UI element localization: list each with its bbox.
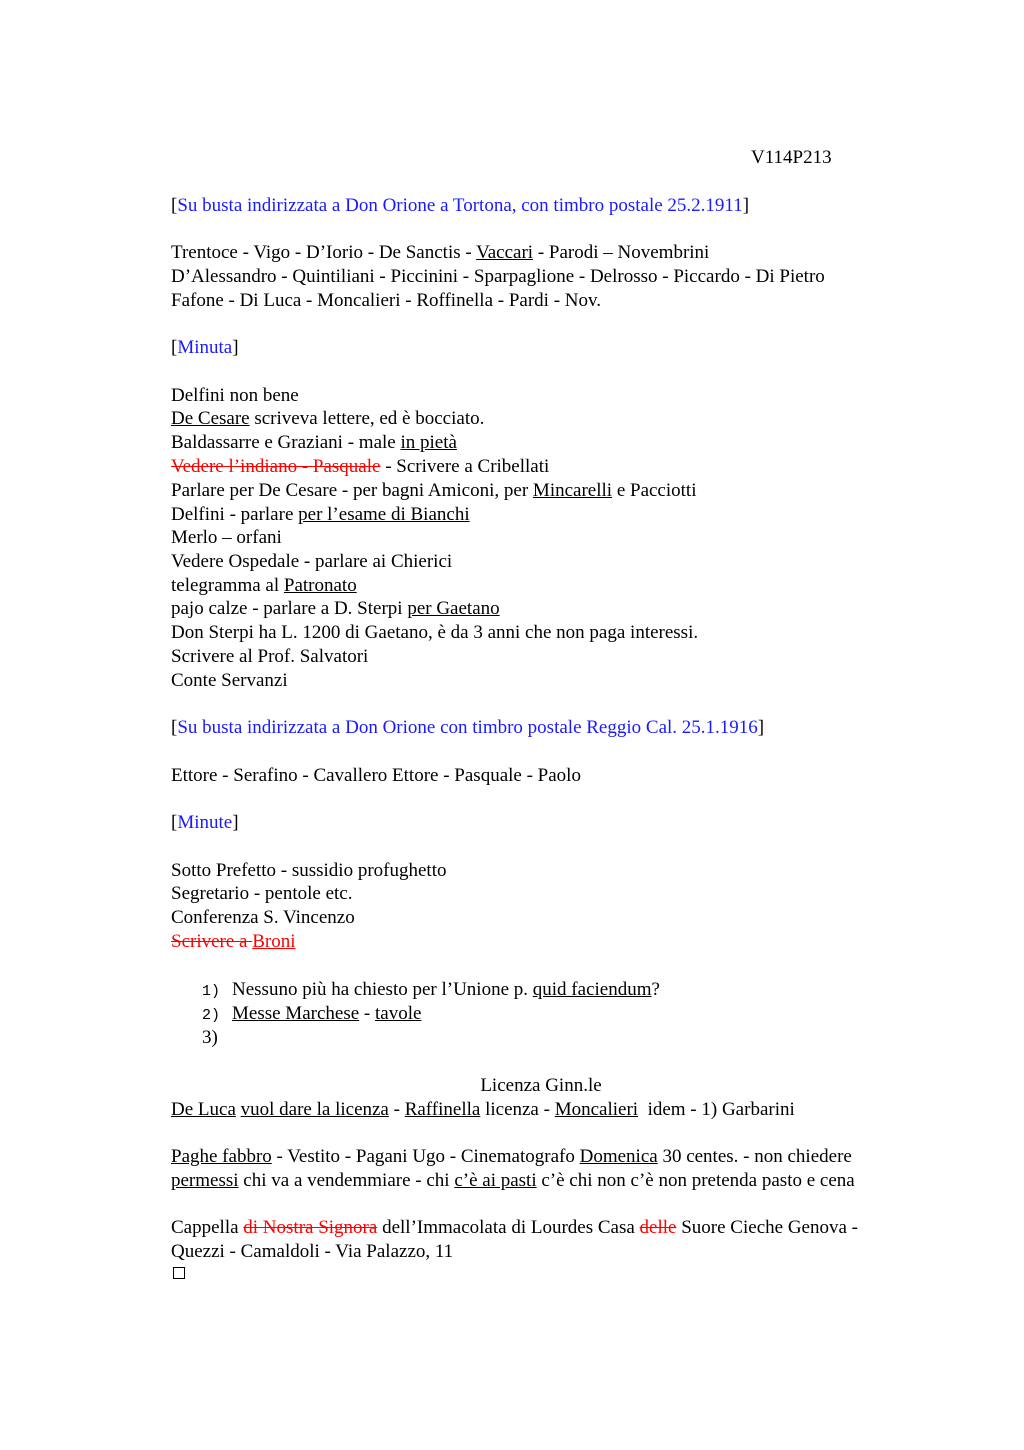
list-item — [171, 1026, 218, 1050]
underlined-text: per Gaetano — [407, 598, 500, 619]
underlined-text: quid faciendum — [532, 979, 652, 1000]
text: pajo calze - parlare a D. Sterpi — [171, 598, 408, 619]
text: dell’Immacolata di Lourdes Casa — [377, 1217, 640, 1238]
names2-line: Ettore - Serafino - Cavallero Ettore - Pasquale - Paolo — [171, 765, 581, 786]
text: 30 centes. - non chiedere — [657, 1146, 852, 1167]
text: Parlare per De Cesare - per bagni Amiconi, per — [171, 480, 533, 501]
text: ? — [651, 979, 660, 1000]
underlined-text: Raffinella — [404, 1099, 481, 1120]
underlined-text: Patronato — [283, 575, 357, 596]
note-line — [171, 455, 549, 479]
note-line: Don Sterpi ha L. 1200 di Gaetano, è da 3 anni che non paga interessi. — [171, 622, 699, 643]
note-line: Conte Servanzi — [171, 670, 288, 691]
struck-text: di Nostra Signora — [243, 1217, 378, 1238]
text: Nessuno più ha chiesto per l’Unione p. — [232, 979, 533, 1000]
bracket-close: ] — [757, 717, 765, 738]
text: - — [388, 1099, 405, 1120]
note-line: Vedere Ospedale - parlare ai Chierici — [171, 551, 453, 572]
editorial-note: Minuta — [177, 337, 233, 358]
envelope-note-2 — [171, 716, 764, 740]
struck-text: Vedere l’indiano - Pasquale — [171, 456, 381, 477]
text: c’è chi non c’è non pretenda pasto e cena — [536, 1170, 855, 1191]
text: Suore Cieche Genova - — [676, 1217, 858, 1238]
text: telegramma al — [171, 575, 284, 596]
bracket-open: [ — [171, 812, 178, 833]
note-line: Segretario - pentole etc. — [171, 883, 353, 904]
struck-underlined-text: Broni — [252, 931, 296, 952]
cappella-line-1 — [171, 1216, 858, 1240]
names-line-2: D’Alessandro - Quintiliani - Piccinini - Sparpaglione - Delrosso - Piccardo - Di Pietro — [171, 266, 825, 287]
underlined-text: vuol dare la licenza — [240, 1099, 389, 1120]
underlined-text: De Cesare — [171, 408, 250, 429]
bracket-close: ] — [742, 195, 750, 216]
bracket-open: [ — [171, 337, 178, 358]
list-number: 2) — [202, 1007, 221, 1024]
text: - Vestito - Pagani Ugo - Cinematografo — [271, 1146, 580, 1167]
underlined-text: Mincarelli — [532, 480, 613, 501]
text: scriveva lettere, ed è bocciato. — [249, 408, 485, 429]
document-code: V114P213 — [751, 147, 832, 168]
underlined-text: c’è ai pasti — [454, 1170, 537, 1191]
bracket-close: ] — [232, 337, 239, 358]
list-item — [171, 978, 660, 1004]
list-number: 3) — [202, 1027, 218, 1048]
bracket-close: ] — [232, 812, 239, 833]
underlined-text: Vaccari — [476, 242, 534, 263]
note-line — [171, 574, 357, 598]
note-line: Sotto Prefetto - sussidio profughetto — [171, 860, 447, 881]
text: - Parodi – Novembrini — [533, 242, 710, 263]
bracket-open: [ — [171, 717, 178, 738]
underlined-text: permessi — [171, 1170, 239, 1191]
text: Delfini - parlare — [171, 504, 299, 525]
text: Trentoce - Vigo - D’Iorio - De Sanctis - — [171, 242, 477, 263]
note-line — [171, 407, 484, 431]
paghe-line-2 — [171, 1169, 855, 1193]
note-line — [171, 479, 696, 503]
paghe-line-1 — [171, 1145, 852, 1169]
checkbox-square-icon — [173, 1267, 185, 1279]
minuta-heading — [171, 336, 239, 360]
note-line — [171, 597, 500, 621]
underlined-text: Messe Marchese — [232, 1003, 360, 1024]
text: licenza - — [480, 1099, 555, 1120]
licenza-title: Licenza Ginn.le — [480, 1075, 602, 1096]
cappella-line-2: Quezzi - Camaldoli - Via Palazzo, 11 — [171, 1241, 454, 1262]
underlined-text: Paghe fabbro — [171, 1146, 272, 1167]
underlined-text: in pietà — [400, 432, 457, 453]
text: - — [359, 1003, 375, 1024]
text: Cappella — [171, 1217, 244, 1238]
struck-text: Scrivere a — [171, 931, 253, 952]
text: chi va a vendemmiare - chi — [238, 1170, 455, 1191]
underlined-text: De Luca — [171, 1099, 236, 1120]
list-number: 1) — [202, 983, 221, 1000]
names-line-1 — [171, 241, 709, 265]
editorial-note: Su busta indirizzata a Don Orione a Tortona, con timbro postale 25.2.1911 — [177, 195, 743, 216]
note-line: Scrivere al Prof. Salvatori — [171, 646, 369, 667]
envelope-note-1 — [171, 194, 749, 218]
note-line: Conferenza S. Vincenzo — [171, 907, 355, 928]
note-line — [171, 431, 457, 455]
note-line: Merlo – orfani — [171, 527, 282, 548]
note-line — [171, 930, 296, 954]
text: e Pacciotti — [612, 480, 697, 501]
names-line-3: Fafone - Di Luca - Moncalieri - Roffinella - Pardi - Nov. — [171, 290, 602, 311]
note-line — [171, 503, 470, 527]
editorial-note: Minute — [177, 812, 233, 833]
struck-text: delle — [639, 1217, 677, 1238]
underlined-text: Moncalieri — [554, 1099, 639, 1120]
note-line: Delfini non bene — [171, 385, 299, 406]
minute-heading — [171, 811, 239, 835]
text: idem - 1) Garbarini — [638, 1099, 795, 1120]
text: - Scrivere a Cribellati — [380, 456, 550, 477]
bracket-open: [ — [171, 195, 178, 216]
text: Baldassarre e Graziani - male — [171, 432, 401, 453]
underlined-text: tavole — [374, 1003, 422, 1024]
list-item — [171, 1002, 421, 1028]
underlined-text: per l’esame di Bianchi — [298, 504, 470, 525]
editorial-note: Su busta indirizzata a Don Orione con timbro postale Reggio Cal. 25.1.1916 — [177, 717, 758, 738]
underlined-text: Domenica — [579, 1146, 658, 1167]
licenza-line — [171, 1098, 795, 1122]
